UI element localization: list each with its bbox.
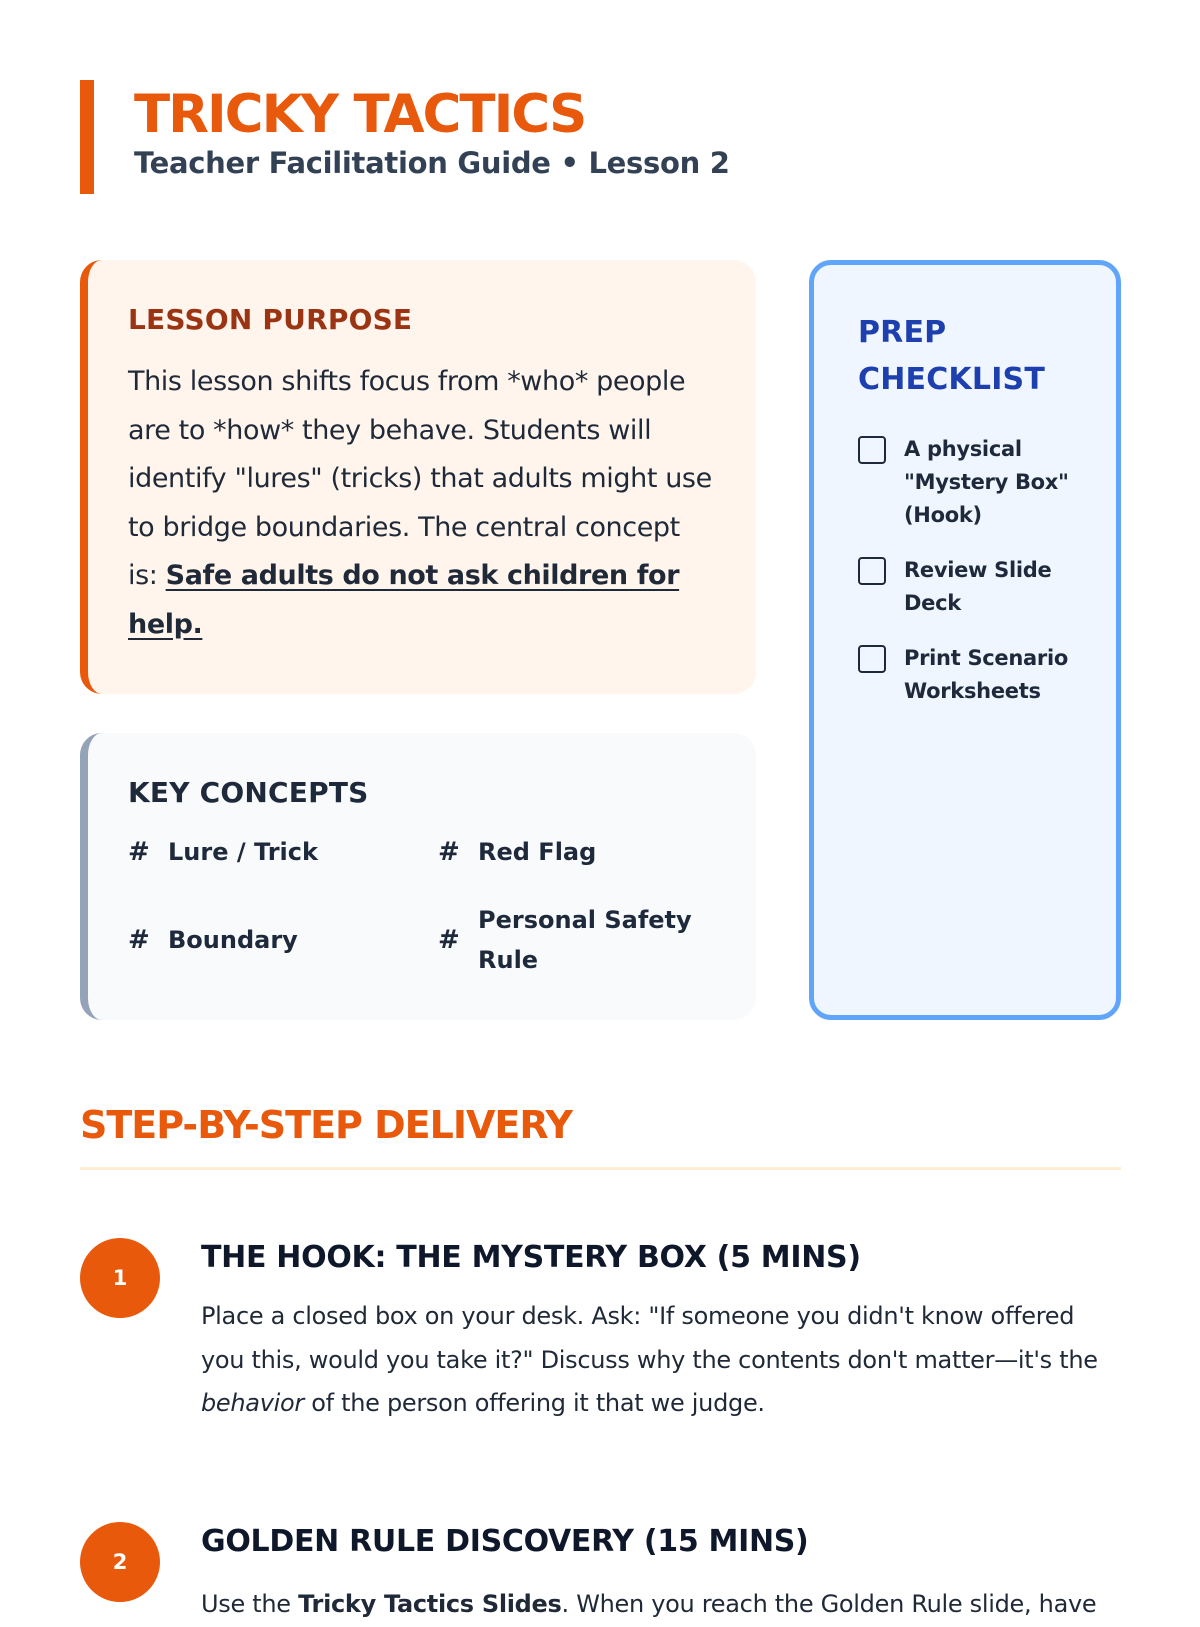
delivery-step: [80, 1238, 1121, 1438]
prep-checklist-list: [858, 433, 1096, 708]
step-text: of the person offering it that we judge.: [303, 1389, 765, 1417]
key-concepts-card: [80, 733, 756, 1020]
step-title: GOLDEN RULE DISCOVERY (15 MINS): [201, 1524, 809, 1559]
page-subtitle: Teacher Facilitation Guide • Lesson 2: [134, 146, 730, 180]
page-header: [80, 80, 980, 194]
central-concept-emphasis: Safe adults do not ask children for help.: [128, 560, 680, 640]
step-title: THE HOOK: THE MYSTERY BOX (5 MINS): [201, 1240, 861, 1275]
checklist-item[interactable]: [858, 642, 1096, 708]
page-title: TRICKY TACTICS: [134, 84, 586, 145]
concept-item: [128, 896, 438, 983]
prep-checklist-heading: PREP CHECKLIST: [858, 315, 1046, 397]
section-divider: [80, 1167, 1121, 1170]
concept-item: [128, 829, 438, 874]
key-concepts-heading: KEY CONCEPTS: [128, 776, 369, 809]
concept-label: Boundary: [168, 925, 298, 954]
step-strong: Tricky Tactics Slides: [298, 1590, 562, 1618]
checkbox[interactable]: [858, 436, 886, 464]
lesson-purpose-heading: LESSON PURPOSE: [128, 303, 413, 336]
step-emphasis: behavior: [201, 1389, 304, 1417]
step-text: Place a closed box on your desk. Ask: "If someone you didn't know offered you this, would you take it?" Discuss why the contents don't matter—it's the: [201, 1302, 1098, 1374]
concept-label: Personal Safety Rule: [478, 905, 692, 974]
hash-icon: #: [438, 924, 460, 955]
step-number-badge: 1: [80, 1238, 160, 1318]
concept-label: Red Flag: [478, 837, 597, 866]
delivery-section-title: STEP-BY-STEP DELIVERY: [80, 1103, 573, 1147]
step-description: [201, 1295, 1116, 1426]
step-text: Use the: [201, 1590, 299, 1618]
checklist-item-label: A physical "Mystery Box" (Hook): [904, 437, 1069, 527]
concept-item: [438, 896, 748, 983]
step-description: [201, 1583, 1116, 1627]
checklist-item[interactable]: [858, 433, 1096, 532]
concept-item: [438, 829, 748, 874]
lesson-purpose-text: [128, 358, 716, 649]
step-number-badge: 2: [80, 1522, 160, 1602]
checklist-item[interactable]: [858, 554, 1096, 620]
checkbox[interactable]: [858, 645, 886, 673]
key-concepts-list: [128, 829, 716, 983]
hash-icon: #: [128, 836, 150, 867]
checklist-item-label: Print Scenario Worksheets: [904, 646, 1068, 703]
checklist-item-label: Review Slide Deck: [904, 558, 1052, 615]
lesson-purpose-card: [80, 260, 756, 694]
prep-checklist-card: [809, 260, 1121, 1020]
lesson-purpose-body: This lesson shifts focus from *who* people are to *how* they behave. Students will identify "lures" (tricks) that adults might use to bridge boundaries. The central concept is:: [128, 366, 712, 591]
delivery-step: [80, 1522, 1121, 1618]
checkbox[interactable]: [858, 557, 886, 585]
hash-icon: #: [128, 924, 150, 955]
concept-label: Lure / Trick: [168, 837, 318, 866]
step-text: . When you reach the Golden Rule slide, have: [561, 1590, 1097, 1618]
hash-icon: #: [438, 836, 460, 867]
